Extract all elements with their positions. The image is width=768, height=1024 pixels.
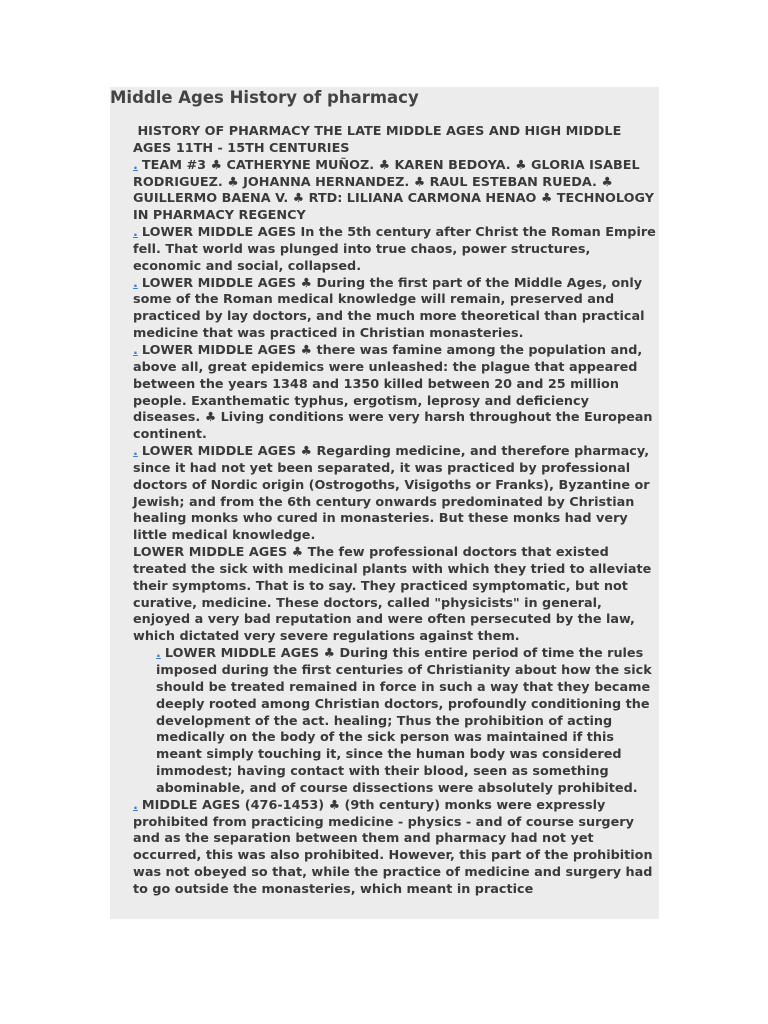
paragraph-text: LOWER MIDDLE AGES ♣ During this entire period of time the rules imposed during the first centuries of Christianity about how the sick should be treated remained in force in such a way that they became deeply rooted among Christian doctors, profoundly conditioning the development of the act. healing; Thus the prohibition of acting medically on the body of the sick person was maintained if this meant simply touching it, since the human body was considered immodest; having contact with their blood, seen as something abominable, and of course dissections were absolutely prohibited.	[156, 646, 652, 796]
paragraph-2	[133, 158, 657, 225]
paragraph-text: HISTORY OF PHARMACY THE LATE MIDDLE AGES AND HIGH MIDDLE AGES 11TH - 15TH CENTURIES	[133, 124, 622, 156]
bullet-link[interactable]: .	[133, 797, 138, 813]
paragraph-3	[133, 225, 657, 276]
paragraph-text: TEAM #3 ♣ CATHERYNE MUÑOZ. ♣ KAREN BEDOYA. ♣ GLORIA ISABEL RODRIGUEZ. ♣ JOHANNA HERNANDEZ. ♣ RAUL ESTEBAN RUEDA. ♣ GUILLERMO BAENA V. ♣ RTD: LILIANA CARMONA HENAO ♣ TECHNOLOGY IN PHARMACY REGENCY	[133, 157, 654, 224]
bullet-link[interactable]: .	[133, 275, 138, 291]
document-body	[133, 124, 657, 899]
paragraph-text: LOWER MIDDLE AGES ♣ The few professional doctors that existed treated the sick with medicinal plants with which they tried to alleviate their symptoms. That is to say. They practiced symptomatic, but not curative, medicine. These doctors, called "physicists" in general, enjoyed a very bad reputation and were often persecuted by the law, which dictated very severe regulations against them.	[133, 545, 652, 645]
paragraph-text: MIDDLE AGES (476-1453) ♣ (9th century) monks were expressly prohibited from practicing medicine - physics - and of course surgery and as the separation between them and pharmacy had not yet occurred, this was also prohibited. However, this part of the prohibition was not obeyed so that, while the practice of medicine and surgery had to go outside the monasteries, which meant in practice	[133, 797, 653, 897]
paragraph-text: LOWER MIDDLE AGES ♣ there was famine among the population and, above all, great epidemics were unleashed: the plague that appeared between the years 1348 and 1350 killed between 20 and 25 million people. Exanthematic typhus, ergotism, leprosy and deficiency diseases. ♣ Living conditions were very harsh throughout the European continent.	[133, 342, 653, 443]
document-page	[110, 87, 659, 919]
paragraph-4	[133, 276, 657, 343]
bullet-link[interactable]: .	[133, 157, 138, 173]
paragraph-5	[133, 343, 657, 444]
bullet-link[interactable]: .	[133, 444, 138, 460]
paragraph-7	[133, 545, 657, 646]
document-title: Middle Ages History of pharmacy	[110, 88, 419, 107]
paragraph-9	[133, 798, 657, 899]
paragraph-text: LOWER MIDDLE AGES ♣ Regarding medicine, and therefore pharmacy, since it had not yet been separated, it was practiced by professional doctors of Nordic origin (Ostrogoths, Visigoths or Franks), Byzantine or Jewish; and from the 6th century onwards predominated by Christian healing monks who cured in monasteries. But these monks had very little medical knowledge.	[133, 444, 650, 544]
paragraph-6	[133, 444, 657, 545]
paragraph-text: LOWER MIDDLE AGES In the 5th century after Christ the Roman Empire fell. That world was plunged into true chaos, power structures, economic and social, collapsed.	[133, 225, 656, 274]
paragraph-8	[156, 646, 657, 798]
bullet-link[interactable]: .	[133, 342, 138, 358]
paragraph-text: LOWER MIDDLE AGES ♣ During the first part of the Middle Ages, only some of the Roman medical knowledge will remain, preserved and practiced by lay doctors, and the much more theoretical than practical medicine that was practiced in Christian monasteries.	[133, 275, 645, 342]
paragraph-1	[133, 124, 657, 158]
bullet-link[interactable]: .	[156, 646, 161, 662]
bullet-link[interactable]: .	[133, 225, 138, 241]
